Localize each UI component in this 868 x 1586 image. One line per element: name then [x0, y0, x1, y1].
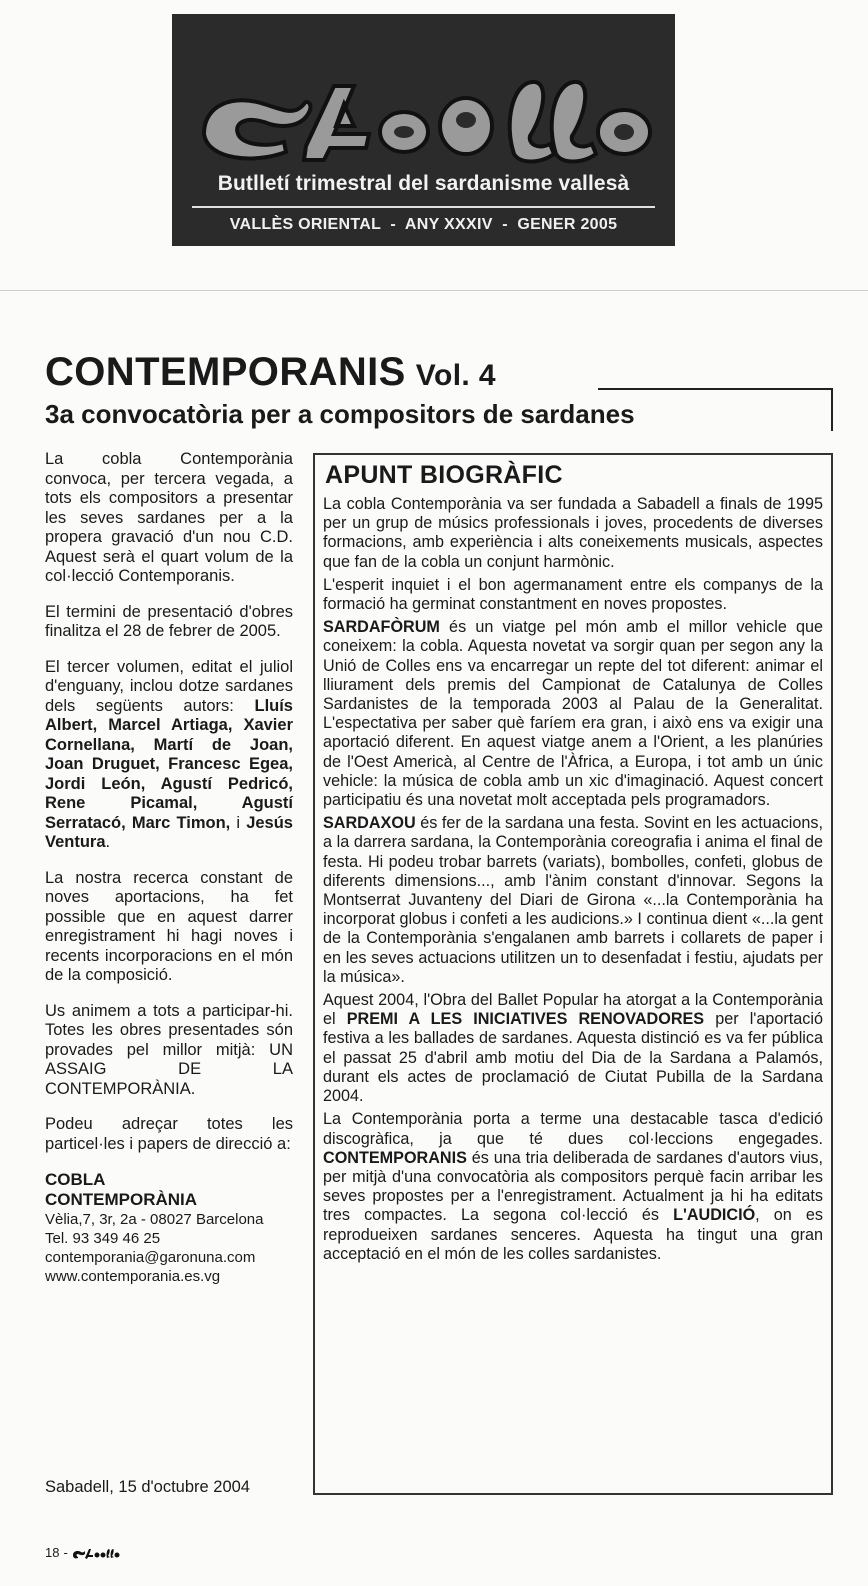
- masthead-issue-line: [172, 216, 675, 234]
- left-paragraph-2: El termini de presentació d'obres finalitza el 28 de febrer de 2005.: [45, 602, 293, 640]
- bio-paragraph-1: La cobla Contemporània va ser fundada a Sabadell a finals de 1995 per un grup de músics professionals i joves, procedents de diverses formacions, amb experiència i alts coneixements musicals, aspectes que fan de la cobla un conjunt harmònic.: [323, 495, 823, 571]
- bio-paragraph-2: L'esperit inquiet i el bon agermanament entre els companys de la formació ha germinat constantment en noves propostes.: [323, 575, 823, 614]
- title-rule-vertical: [831, 388, 833, 431]
- masthead: [172, 14, 675, 246]
- masthead-year: ANY XXXIV: [404, 216, 493, 233]
- authors-intro: El tercer volumen, editat el juliol d'enguany, inclou dotze sardanes dels següents autors:: [45, 657, 293, 715]
- signature-date: Sabadell, 15 d'octubre 2004: [45, 1478, 250, 1496]
- contact-block: [45, 1170, 293, 1286]
- biography-box: [313, 453, 833, 1495]
- sardaforum-label: SARDAFÒRUM: [323, 618, 440, 637]
- award-text: per l'aportació festiva a les ballades de sardanes. Aquesta distinció es va fer pública el passat 25 d'abril amb motiu del Dia de la Sardana a Palamós, durant els actes de proclamació de Ciutat Pubilla de la Sardana 2004.: [323, 1010, 823, 1106]
- contact-phone: Tel. 93 349 46 25: [45, 1230, 161, 1247]
- bio-paragraph-5: [323, 991, 823, 1106]
- left-column: [45, 450, 293, 1286]
- contact-name-line-1: COBLA: [45, 1170, 106, 1189]
- left-paragraph-5: Us animem a tots a participar-hi. Totes les obres presentades són provades pel millor mitjà: UN ASSAIG DE LA CONTEMPORÀNIA.: [45, 1001, 293, 1098]
- contact-address: Vèlia,7, 3r, 2a - 08027 Barcelona: [45, 1211, 264, 1228]
- bio-paragraph-4: [323, 814, 823, 987]
- award-intro: Aquest 2004, l'Obra del Ballet Popular ha atorgat a la Contemporània el: [323, 991, 823, 1029]
- page-divider: [0, 290, 868, 291]
- anella-logo-letters: [204, 82, 650, 162]
- contact-email[interactable]: contemporania@garonuna.com: [45, 1249, 256, 1266]
- sardaxou-label: SARDAXOU: [323, 814, 416, 833]
- masthead-sep-2: -: [502, 216, 508, 233]
- masthead-divider: [192, 206, 655, 208]
- title-rule: [598, 388, 833, 390]
- discography-intro: La Contemporània porta a terme una destacable tasca d'edició discogràfica, ja que té dues col·leccions engegades.: [323, 1110, 823, 1148]
- masthead-issue-date: GENER 2005: [517, 216, 618, 233]
- discography-middle: és una tria deliberada de sardanes d'autors vius, per mitjà d'una convocatòria als compositors perquè facin arribar les seves propostes per a l'enregistrament. Actualment ja hi ha editats tres compactes. La segona col·lecció és: [323, 1148, 823, 1225]
- authors-conjunction: i: [230, 813, 247, 832]
- bio-paragraph-6: [323, 1110, 823, 1264]
- authors-end: .: [105, 833, 111, 851]
- page-footer: [45, 1545, 120, 1560]
- article-title-volume: Vol. 4: [415, 359, 496, 392]
- article-subtitle: 3a convocatòria per a compositors de sardanes: [45, 399, 635, 429]
- left-paragraph-3: [45, 658, 293, 853]
- biography-title: APUNT BIOGRÀFIC: [325, 461, 563, 489]
- sardaforum-text: és un viatge pel món amb el millor vehicle que coneixem: la cobla. Aquesta novetat va sorgir quan per segon any la Unió de Colles ens va encarregar un repte del tot diferent: animar el lliurament dels premis del Campionat de Catalunya de Colles Sardanistes de la temporada 2003 al Palau de la Generalitat. L'espectativa per saber què faríem era gran, i això ens va exigir una aportació diferent. En aquest viatge anem a l'Orient, a les planúries de l'Oest Americà, al Centre de l'Àfrica, a Europa, i tot amb un únic vehicle: la música de cobla amb un xic d'imaginació. Aquest concert participatiu és una novetat molt acceptada pels programadors.: [323, 618, 823, 810]
- left-paragraph-1: La cobla Contemporània convoca, per tercera vegada, a tots els compositors a presentar les seves sardanes per a la propera gravació d'un nou C.D. Aquest serà el quart volum de la col·lecció Contemporanis.: [45, 450, 293, 585]
- authors-last: Jesús Ventura: [45, 813, 293, 851]
- footer-dash: -: [63, 1545, 68, 1560]
- authors-list: Lluís Albert, Marcel Artiaga, Xavier Cornellana, Martí de Joan, Joan Druguet, Francesc Egea, Jordi León, Agustí Pedricó, Rene Picamal, Agustí Serratacó, Marc Timon,: [45, 696, 293, 832]
- discography-end: , on es reprodueixen sardanes senceres. Aquesta ha tingut una gran acceptació en el món de les colles sardanistes.: [323, 1206, 823, 1263]
- contact-web[interactable]: www.contemporania.es.vg: [45, 1268, 221, 1285]
- masthead-sep-1: -: [390, 216, 397, 233]
- left-paragraph-4: La nostra recerca constant de noves aportacions, ha fet possible que en aquest darrer enregistrament hi hagi noves i recents incorporacions en el món de la composició.: [45, 868, 293, 984]
- footer-anella-logo: [72, 1546, 120, 1560]
- article-title-main: CONTEMPORANIS: [45, 350, 406, 394]
- biography-content: [323, 459, 823, 1268]
- article-title: [45, 352, 496, 392]
- contact-name-line-2: CONTEMPORÀNIA: [45, 1190, 198, 1209]
- bio-paragraph-3: [323, 618, 823, 810]
- page-number: 18: [45, 1545, 60, 1560]
- collection-contemporanis: CONTEMPORANIS: [323, 1148, 467, 1167]
- left-paragraph-6: Podeu adreçar totes les particel·les i papers de direcció a:: [45, 1115, 293, 1153]
- collection-audicio: L'AUDICIÓ: [673, 1206, 756, 1225]
- anella-logo: [194, 64, 654, 174]
- masthead-region: VALLÈS ORIENTAL: [229, 216, 381, 233]
- award-name: PREMI A LES INICIATIVES RENOVADORES: [346, 1010, 705, 1029]
- sardaxou-text: és fer de la sardana una festa. Sovint en les actuacions, a la darrera sardana, la Contemporània coreografia i anima el final de festa. Hi podeu trobar barrets (variats), bombolles, confeti, globus de diferents dimensions..., amb l'ànim constant d'innovar. Segons la Montserrat Juvanteny del Diari de Girona «...la Contemporània ha incorporat globus i confeti a les audicions.» I continua dient «...la gent de la Contemporània s'engalanen amb barrets i collarets de paper i en les seves actuacions utilitzen un to desenfadat i festiu, ajudats per la música».: [323, 814, 823, 986]
- masthead-tagline: Butlletí trimestral del sardanisme vallesà: [217, 172, 630, 195]
